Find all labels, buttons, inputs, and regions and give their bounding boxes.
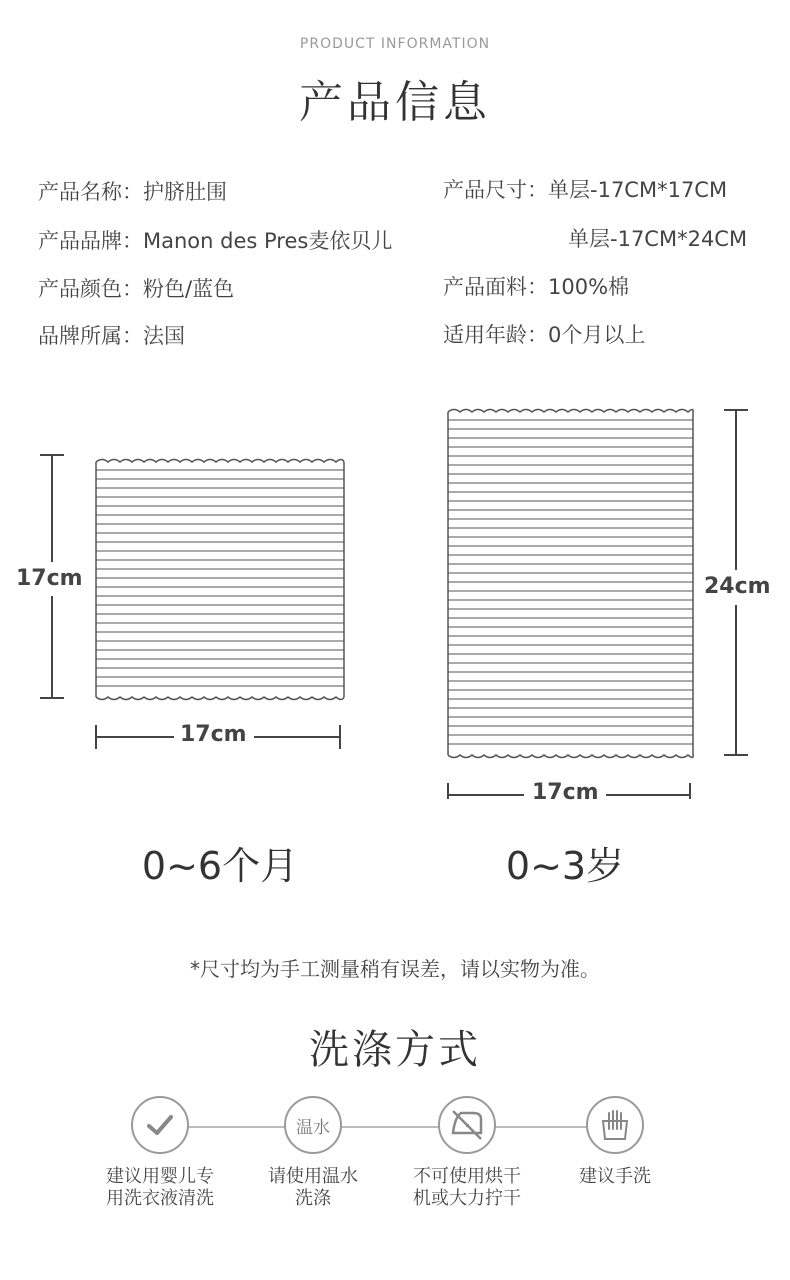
info-age-row — [443, 319, 645, 349]
info-size-key: 产品尺寸： — [443, 178, 548, 202]
wash-label-3: 不可使用烘干 机或大力拧干 — [413, 1166, 521, 1209]
no-tumble-dry-icon — [438, 1096, 496, 1154]
large-swatch-wavy-top-edge — [448, 410, 693, 413]
info-fabric-row — [443, 271, 629, 301]
info-brand-value: Manon des Pres麦依贝儿 — [143, 229, 393, 253]
wash-label-4: 建议手洗 — [579, 1166, 651, 1187]
info-fabric-value: 100%棉 — [548, 275, 630, 299]
wash-label-1: 建议用婴儿专 用洗衣液清洗 — [106, 1166, 214, 1209]
info-size-row — [443, 174, 727, 204]
info-color-key: 产品颜色： — [38, 277, 143, 301]
info-age-key: 适用年龄： — [443, 323, 548, 347]
washing-connector-line — [160, 1126, 620, 1128]
large-swatch-wavy-bottom-edge — [448, 755, 693, 758]
warm-water-icon — [284, 1096, 342, 1154]
info-brand-row — [38, 225, 392, 255]
info-color-value: 粉色/蓝色 — [143, 277, 235, 301]
info-name-row — [38, 176, 227, 206]
washing-title: 洗涤方式 — [309, 1027, 481, 1073]
small-swatch-wavy-bottom-edge — [96, 697, 344, 700]
large-height-label: 24cm — [704, 574, 771, 599]
large-width-label: 17cm — [532, 780, 599, 805]
info-origin-row — [38, 320, 185, 350]
warm-water-icon-text: 温水 — [296, 1117, 330, 1138]
section-eyebrow: PRODUCT INFORMATION — [299, 36, 491, 52]
hand-wash-icon — [586, 1096, 644, 1154]
info-size-value-1: 单层-17CM*17CM — [548, 178, 728, 202]
info-age-value: 0个月以上 — [548, 323, 646, 347]
checkmark-icon — [131, 1096, 189, 1154]
large-size-swatch — [448, 410, 693, 758]
info-size-value-2: 单层-17CM*24CM — [568, 227, 748, 251]
measurement-note: *尺寸均为手工测量稍有误差，请以实物为准。 — [190, 957, 600, 981]
large-age-range: 0~3岁 — [505, 844, 625, 888]
info-name-key: 产品名称： — [38, 180, 143, 204]
info-name-value: 护脐肚围 — [143, 180, 227, 204]
info-origin-key: 品牌所属： — [38, 324, 143, 348]
small-size-swatch — [96, 460, 344, 700]
info-color-row — [38, 273, 234, 303]
size-diagram — [0, 400, 790, 800]
small-age-range: 0~6个月 — [141, 844, 299, 888]
small-width-label: 17cm — [180, 722, 247, 747]
wash-label-2: 请使用温水 洗涤 — [268, 1166, 358, 1209]
info-brand-key: 产品品牌： — [38, 229, 143, 253]
small-height-label: 17cm — [16, 566, 83, 591]
page-title: 产品信息 — [299, 77, 491, 128]
info-fabric-key: 产品面料： — [443, 275, 548, 299]
small-swatch-wavy-top-edge — [96, 460, 344, 463]
info-origin-value: 法国 — [143, 324, 185, 348]
